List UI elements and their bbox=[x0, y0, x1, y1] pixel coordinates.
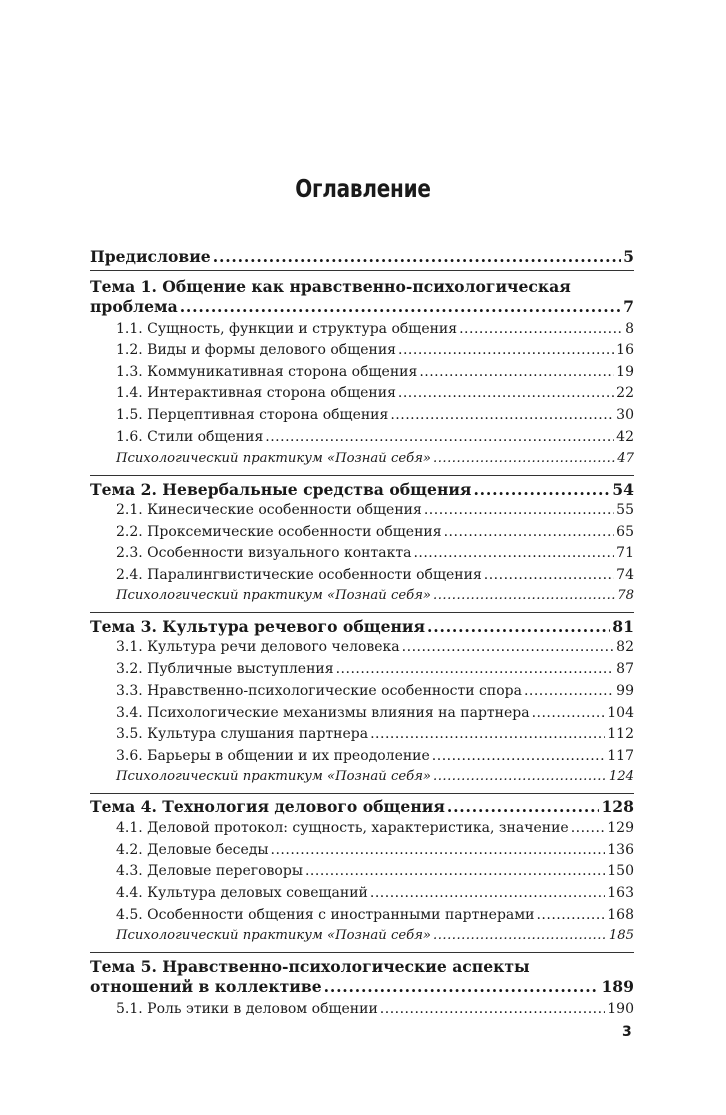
toc-subentry-page: 42 bbox=[616, 429, 634, 445]
toc-subentry-title: 3.4. Психологические механизмы влияния на партнера bbox=[116, 705, 530, 721]
toc-subentry-page: 78 bbox=[617, 588, 634, 603]
toc-entry-page: 7 bbox=[623, 297, 634, 316]
toc-subentry[interactable] bbox=[116, 842, 634, 858]
toc-dot-leader bbox=[265, 429, 614, 445]
toc-subentry-page: 22 bbox=[616, 385, 634, 401]
toc-dot-leader bbox=[398, 342, 614, 358]
toc-subentry-practicum[interactable] bbox=[116, 451, 634, 466]
toc-entry-title: Предисловие bbox=[90, 247, 211, 266]
page-number: 3 bbox=[622, 1024, 632, 1040]
toc-subentry-title: 1.6. Стили общения bbox=[116, 429, 264, 445]
toc-subentry-title: 2.2. Проксемические особенности общения bbox=[116, 524, 442, 540]
toc-topic-title-line[interactable]: Тема 5. Нравственно-психологические аспекты bbox=[90, 957, 530, 976]
section-divider bbox=[90, 952, 634, 953]
toc-subentry[interactable] bbox=[116, 907, 634, 923]
toc-dot-leader bbox=[433, 588, 615, 603]
toc-dot-leader bbox=[305, 863, 605, 879]
toc-subentry-page: 71 bbox=[616, 545, 634, 561]
toc-subentry-page: 104 bbox=[607, 705, 634, 721]
toc-subentry-page: 8 bbox=[625, 321, 634, 337]
toc-subentry-page: 112 bbox=[607, 726, 634, 742]
toc-subentry-page: 82 bbox=[616, 639, 634, 655]
section-divider bbox=[90, 270, 634, 271]
toc-subentry[interactable] bbox=[116, 639, 634, 655]
section-divider bbox=[90, 793, 634, 794]
toc-subentry-page: 30 bbox=[616, 407, 634, 423]
toc-entry-title: Тема 3. Культура речевого общения bbox=[90, 617, 426, 636]
toc-subentry[interactable] bbox=[116, 820, 634, 836]
toc-subentry-title: 1.3. Коммуникативная сторона общения bbox=[116, 364, 418, 380]
toc-dot-leader bbox=[370, 726, 605, 742]
toc-subentry-practicum[interactable] bbox=[116, 928, 634, 943]
toc-subentry-title: 4.4. Культура деловых совещаний bbox=[116, 885, 368, 901]
section-divider bbox=[90, 612, 634, 613]
toc-subentry-page: 19 bbox=[616, 364, 634, 380]
toc-subentry-title: Психологический практикум «Познай себя» bbox=[116, 588, 431, 603]
toc-dot-leader bbox=[432, 748, 605, 764]
toc-subentry-page: 190 bbox=[607, 1001, 634, 1017]
toc-subentry-title: 5.1. Роль этики в деловом общении bbox=[116, 1001, 378, 1017]
toc-dot-leader bbox=[213, 247, 621, 266]
toc-dot-leader bbox=[402, 639, 615, 655]
toc-entry-topic-5[interactable] bbox=[90, 977, 634, 996]
toc-subentry-title: 4.2. Деловые беседы bbox=[116, 842, 269, 858]
toc-subentry-page: 129 bbox=[607, 820, 634, 836]
toc-dot-leader bbox=[370, 885, 605, 901]
toc-entry-title: проблема bbox=[90, 297, 178, 316]
toc-entry-topic-3[interactable] bbox=[90, 617, 634, 636]
toc-subentry-page: 124 bbox=[608, 769, 634, 784]
toc-subentry-title: 3.2. Публичные выступления bbox=[116, 661, 334, 677]
toc-dot-leader bbox=[390, 407, 614, 423]
toc-dot-leader bbox=[380, 1001, 605, 1017]
toc-subentry-title: 3.6. Барьеры в общении и их преодоление bbox=[116, 748, 430, 764]
toc-subentry-title: 4.5. Особенности общения с иностранными партнерами bbox=[116, 907, 535, 923]
toc-subentry-page: 55 bbox=[616, 502, 634, 518]
toc-subentry[interactable] bbox=[116, 342, 634, 358]
toc-subentry-page: 185 bbox=[608, 928, 634, 943]
toc-entry-page: 189 bbox=[601, 977, 634, 996]
toc-entry-page: 81 bbox=[612, 617, 634, 636]
toc-subentry[interactable] bbox=[116, 524, 634, 540]
toc-subentry-page: 87 bbox=[616, 661, 634, 677]
toc-dot-leader bbox=[444, 524, 615, 540]
toc-subentry[interactable] bbox=[116, 545, 634, 561]
toc-dot-leader bbox=[433, 928, 607, 943]
toc-dot-leader bbox=[459, 321, 623, 337]
toc-entry-title: Тема 2. Невербальные средства общения bbox=[90, 480, 472, 499]
toc-dot-leader bbox=[484, 567, 614, 583]
page-title: Оглавление bbox=[295, 174, 431, 203]
toc-dot-leader bbox=[398, 385, 614, 401]
toc-dot-leader bbox=[433, 451, 615, 466]
toc-dot-leader bbox=[433, 769, 607, 784]
toc-entry-page: 128 bbox=[601, 797, 634, 816]
toc-dot-leader bbox=[180, 297, 621, 316]
toc-subentry-practicum[interactable] bbox=[116, 769, 634, 784]
section-divider bbox=[90, 475, 634, 476]
toc-subentry-title: 2.4. Паралингвистические особенности общения bbox=[116, 567, 482, 583]
toc-subentry[interactable] bbox=[116, 661, 634, 677]
toc-subentry-title: 1.4. Интерактивная сторона общения bbox=[116, 385, 396, 401]
toc-dot-leader bbox=[571, 820, 606, 836]
toc-entry-preface[interactable] bbox=[90, 247, 634, 266]
table-of-contents bbox=[90, 0, 634, 1040]
toc-entry-page: 54 bbox=[612, 480, 634, 499]
toc-subentry[interactable] bbox=[116, 407, 634, 423]
toc-subentry[interactable] bbox=[116, 885, 634, 901]
toc-subentry[interactable] bbox=[116, 385, 634, 401]
toc-subentry-title: 2.1. Кинесические особенности общения bbox=[116, 502, 422, 518]
toc-entry-topic-1[interactable] bbox=[90, 297, 634, 316]
toc-subentry[interactable] bbox=[116, 364, 634, 380]
toc-dot-leader bbox=[524, 683, 614, 699]
toc-subentry[interactable] bbox=[116, 748, 634, 764]
toc-subentry-title: 3.1. Культура речи делового человека bbox=[116, 639, 400, 655]
toc-subentry-page: 136 bbox=[607, 842, 634, 858]
toc-subentry-title: 3.3. Нравственно-психологические особенности спора bbox=[116, 683, 522, 699]
toc-subentry-page: 74 bbox=[616, 567, 634, 583]
toc-entry-topic-4[interactable] bbox=[90, 797, 634, 816]
toc-subentry-title: Психологический практикум «Познай себя» bbox=[116, 928, 431, 943]
toc-entry-title: Тема 4. Технология делового общения bbox=[90, 797, 445, 816]
toc-subentry-page: 47 bbox=[617, 451, 634, 466]
toc-subentry[interactable] bbox=[116, 502, 634, 518]
toc-topic-title-line[interactable]: Тема 1. Общение как нравственно-психологическая bbox=[90, 277, 571, 296]
toc-subentry-title: 4.3. Деловые переговоры bbox=[116, 863, 303, 879]
toc-dot-leader bbox=[473, 480, 610, 499]
toc-subentry[interactable] bbox=[116, 1001, 634, 1017]
toc-dot-leader bbox=[336, 661, 615, 677]
toc-subentry-title: 1.5. Перцептивная сторона общения bbox=[116, 407, 389, 423]
toc-entry-title: отношений в коллективе bbox=[90, 977, 322, 996]
toc-dot-leader bbox=[271, 842, 606, 858]
toc-subentry-page: 163 bbox=[607, 885, 634, 901]
toc-dot-leader bbox=[447, 797, 600, 816]
toc-dot-leader bbox=[419, 364, 614, 380]
toc-dot-leader bbox=[413, 545, 614, 561]
toc-subentry[interactable] bbox=[116, 321, 634, 337]
toc-subentry[interactable] bbox=[116, 567, 634, 583]
toc-subentry-page: 99 bbox=[616, 683, 634, 699]
toc-subentry-title: 1.1. Сущность, функции и структура общения bbox=[116, 321, 458, 337]
toc-dot-leader bbox=[536, 907, 605, 923]
toc-subentry-title: 2.3. Особенности визуального контакта bbox=[116, 545, 412, 561]
toc-dot-leader bbox=[324, 977, 600, 996]
toc-subentry-practicum[interactable] bbox=[116, 588, 634, 603]
toc-entry-topic-2[interactable] bbox=[90, 480, 634, 499]
toc-subentry-title: 1.2. Виды и формы делового общения bbox=[116, 342, 397, 358]
toc-subentry-page: 65 bbox=[616, 524, 634, 540]
toc-subentry-title: Психологический практикум «Познай себя» bbox=[116, 451, 431, 466]
toc-subentry[interactable] bbox=[116, 863, 634, 879]
toc-subentry-page: 117 bbox=[607, 748, 634, 764]
toc-subentry[interactable] bbox=[116, 683, 634, 699]
toc-subentry-title: 4.1. Деловой протокол: сущность, характеристика, значение bbox=[116, 820, 569, 836]
toc-subentry[interactable] bbox=[116, 429, 634, 445]
toc-dot-leader bbox=[532, 705, 606, 721]
toc-subentry-title: Психологический практикум «Познай себя» bbox=[116, 769, 431, 784]
toc-entry-page: 5 bbox=[623, 247, 634, 266]
toc-subentry[interactable] bbox=[116, 705, 634, 721]
toc-subentry-title: 3.5. Культура слушания партнера bbox=[116, 726, 369, 742]
toc-subentry-page: 16 bbox=[616, 342, 634, 358]
toc-dot-leader bbox=[424, 502, 614, 518]
toc-dot-leader bbox=[427, 617, 610, 636]
toc-subentry[interactable] bbox=[116, 726, 634, 742]
toc-subentry-page: 168 bbox=[607, 907, 634, 923]
toc-subentry-page: 150 bbox=[607, 863, 634, 879]
